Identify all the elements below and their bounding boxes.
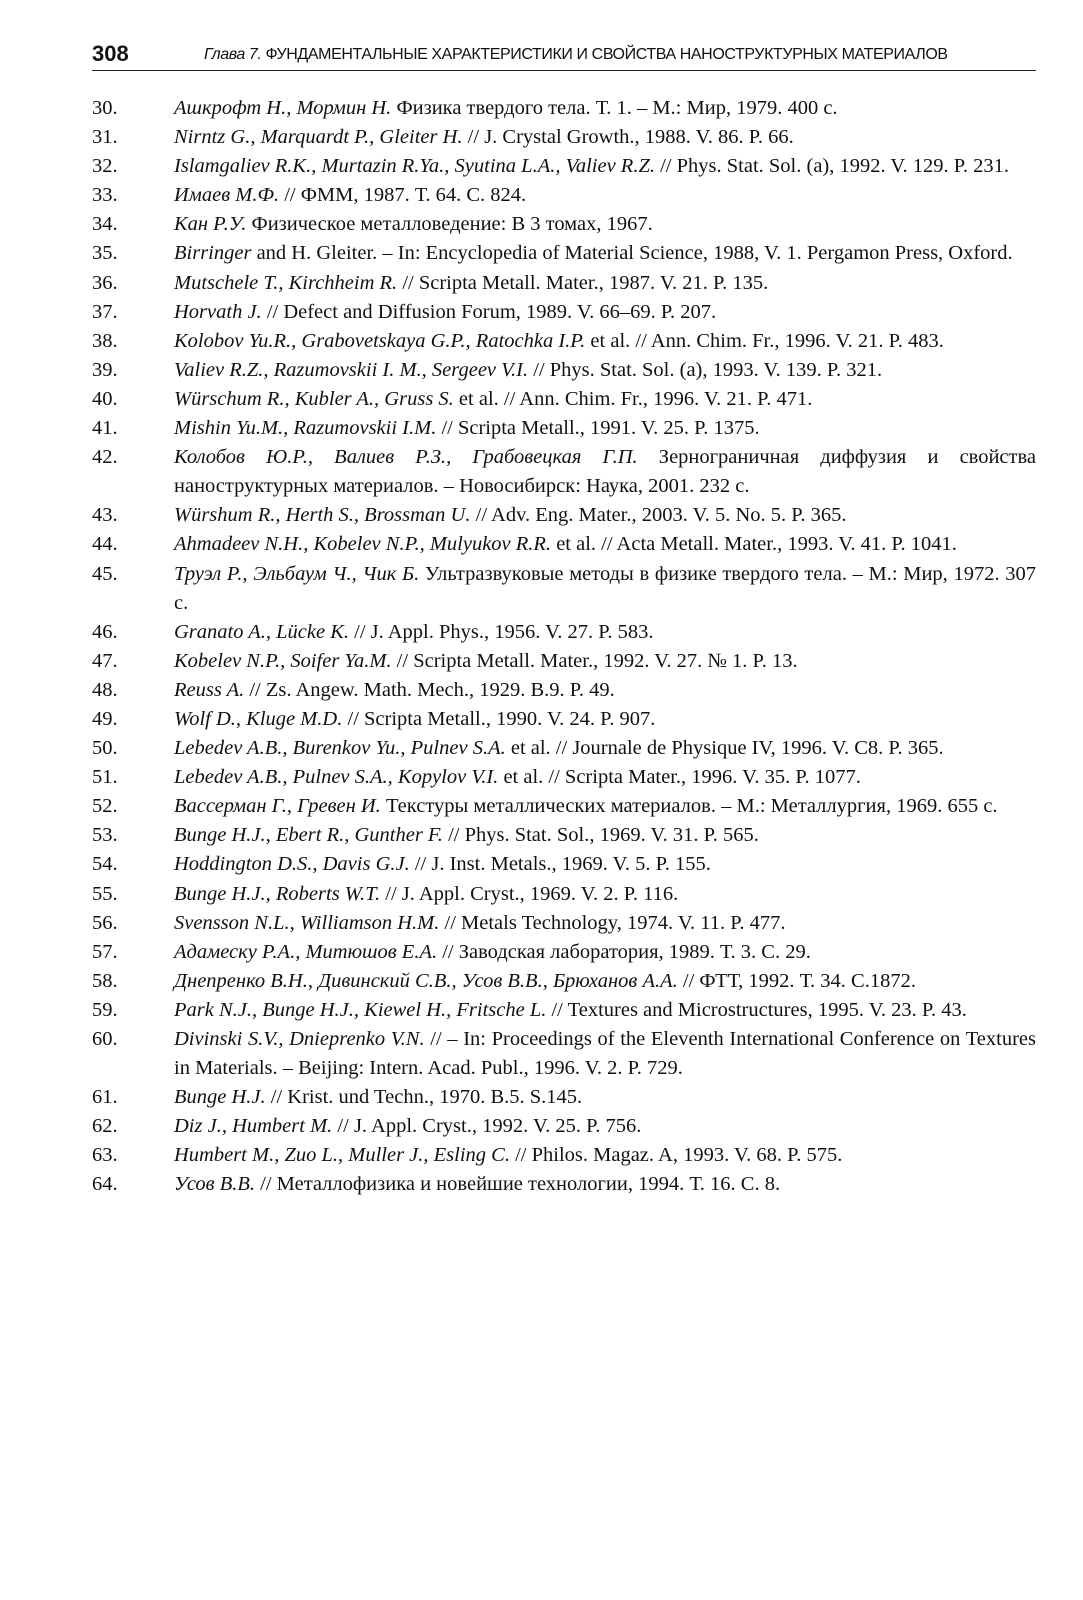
reference-text: // Krist. und Techn., 1970. B.5. S.145. [265, 1086, 583, 1109]
reference-text: // Металлофизика и новейшие технологии, 1994. Т. 16. С. 8. [255, 1173, 781, 1196]
reference-authors: Park N.J., Bunge H.J., Kiewel H., Fritsche L. [174, 998, 547, 1021]
reference-number: 54. [92, 853, 118, 876]
reference-text: // Adv. Eng. Mater., 2003. V. 5. No. 5. P. 365. [470, 504, 847, 527]
reference-authors: Svensson N.L., Williamson H.M. [174, 911, 440, 934]
reference-number: 56. [92, 911, 118, 934]
reference-item [92, 239, 1036, 268]
reference-text: et al. // Ann. Chim. Fr., 1996. V. 21. P. 483. [585, 329, 944, 352]
reference-item [92, 1083, 1036, 1112]
reference-item [92, 938, 1036, 967]
reference-text: // J. Crystal Growth., 1988. V. 86. P. 66. [462, 126, 794, 149]
reference-number: 47. [92, 649, 118, 672]
reference-authors: Humbert M., Zuo L., Muller J., Esling C. [174, 1144, 510, 1167]
reference-authors: Birringer [174, 242, 252, 265]
reference-item [92, 705, 1036, 734]
reference-item [92, 734, 1036, 763]
reference-text: // J. Appl. Cryst., 1992. V. 25. P. 756. [332, 1115, 642, 1138]
reference-item [92, 1112, 1036, 1141]
reference-item [92, 443, 1036, 501]
reference-text: // Metals Technology, 1974. V. 11. P. 477. [439, 911, 786, 934]
reference-text: // Phys. Stat. Sol. (a), 1993. V. 139. P. 321. [528, 358, 883, 381]
reference-authors: Днепренко В.Н., Дивинский С.В., Усов В.В., Брюханов А.А. [174, 969, 678, 992]
reference-authors: Horvath J. [174, 300, 262, 323]
reference-item [92, 298, 1036, 327]
reference-text: // Philos. Magaz. A, 1993. V. 68. P. 575. [509, 1144, 843, 1167]
reference-number: 63. [92, 1144, 118, 1167]
reference-item [92, 414, 1036, 443]
reference-authors: Granato A., Lücke K. [174, 620, 350, 643]
reference-authors: Труэл Р., Эльбаум Ч., Чик Б. [174, 562, 420, 585]
reference-authors: Bunge H.J. [174, 1086, 266, 1109]
reference-text: Физика твердого тела. Т. 1. – М.: Мир, 1979. 400 с. [391, 97, 838, 119]
reference-authors: Lebedev A.B., Burenkov Yu., Pulnev S.A. [174, 737, 506, 760]
reference-item [92, 1170, 1036, 1199]
page-number: 308 [92, 41, 129, 66]
reference-item [92, 385, 1036, 414]
reference-item [92, 618, 1036, 647]
reference-number: 45. [92, 562, 118, 585]
reference-authors: Имаев М.Ф. [174, 184, 280, 207]
reference-authors: Kolobov Yu.R., Grabovetskaya G.P., Ratochka I.P. [174, 329, 586, 352]
reference-number: 43. [92, 504, 118, 527]
reference-text: Текстуры металлических материалов. – М.: Металлургия, 1969. 655 с. [380, 795, 998, 818]
reference-text: // Phys. Stat. Sol. (a), 1992. V. 129. P. 231. [654, 155, 1010, 178]
reference-item [92, 181, 1036, 210]
reference-text: // J. Appl. Cryst., 1969. V. 2. P. 116. [380, 882, 679, 905]
reference-number: 36. [92, 271, 118, 294]
reference-number: 58. [92, 969, 118, 992]
reference-text: Зернограничная диффузия и свойства наноструктурных материалов. – Новосибирск: Наука, 2001. 232 с. [174, 446, 1036, 498]
reference-text: et al. // Journale de Physique IV, 1996. V. C8. P. 365. [505, 737, 944, 760]
reference-text: // Phys. Stat. Sol., 1969. V. 31. P. 565. [442, 824, 759, 847]
reference-authors: Bunge H.J., Ebert R., Gunther F. [174, 824, 443, 847]
reference-item [92, 996, 1036, 1025]
reference-item [92, 647, 1036, 676]
reference-text: // Defect and Diffusion Forum, 1989. V. 66–69. P. 207. [261, 300, 717, 323]
reference-authors: Würschum R., Kubler A., Gruss S. [174, 387, 454, 410]
reference-authors: Nirntz G., Marquardt P., Gleiter H. [174, 126, 463, 149]
reference-item [92, 967, 1036, 996]
reference-text: Ультразвуковые методы в физике твердого тела. – М.: Мир, 1972. 307 с. [174, 562, 1036, 614]
reference-authors: Bunge H.J., Roberts W.T. [174, 882, 381, 905]
reference-item [92, 792, 1036, 821]
reference-text: // Scripta Metall., 1990. V. 24. P. 907. [342, 707, 656, 730]
reference-authors: Вассерман Г., Гревен И. [174, 795, 381, 818]
reference-item [92, 530, 1036, 559]
reference-item [92, 763, 1036, 792]
reference-number: 41. [92, 417, 118, 440]
running-head [204, 43, 948, 67]
reference-number: 49. [92, 707, 118, 730]
reference-text: // Scripta Metall. Mater., 1992. V. 27. № 1. P. 13. [391, 649, 798, 672]
reference-authors: Diz J., Humbert M. [174, 1115, 333, 1138]
reference-authors: Адамеску Р.А., Митюшов Е.А. [174, 940, 438, 963]
reference-number: 34. [92, 213, 118, 236]
reference-text: // J. Inst. Metals., 1969. V. 5. P. 155. [409, 853, 711, 876]
reference-text: and H. Gleiter. – In: Encyclopedia of Material Science, 1988, V. 1. Pergamon Press, Oxford. [251, 242, 1013, 265]
reference-number: 51. [92, 766, 118, 789]
reference-authors: Kobelev N.P., Soifer Ya.M. [174, 649, 392, 672]
reference-number: 38. [92, 329, 118, 352]
reference-authors: Wolf D., Kluge M.D. [174, 707, 343, 730]
reference-item [92, 880, 1036, 909]
reference-number: 39. [92, 358, 118, 381]
reference-number: 48. [92, 678, 118, 701]
reference-text: // Scripta Metall., 1991. V. 25. P. 1375. [436, 417, 760, 440]
reference-item [92, 269, 1036, 298]
reference-item [92, 152, 1036, 181]
reference-authors: Hoddington D.S., Davis G.J. [174, 853, 410, 876]
reference-authors: Колобов Ю.Р., Валиев Р.З., Грабовецкая Г.П. [174, 446, 638, 469]
reference-authors: Кан Р.У. [174, 213, 247, 236]
reference-text: // – In: Proceedings of the Eleventh International Conference on Textures in Materials. – Beijing: Intern. Acad. Publ., 1996. V. 2. P. 729. [174, 1028, 1037, 1080]
page-header [92, 40, 1036, 71]
reference-text: et al. // Acta Metall. Mater., 1993. V. 41. P. 1041. [551, 533, 957, 556]
reference-text: // Scripta Metall. Mater., 1987. V. 21. P. 135. [397, 271, 769, 294]
reference-authors: Mutschele T., Kirchheim R. [174, 271, 398, 294]
reference-authors: Lebedev A.B., Pulnev S.A., Kopylov V.I. [174, 766, 499, 789]
reference-item [92, 210, 1036, 239]
reference-number: 52. [92, 795, 118, 818]
reference-item [92, 1025, 1036, 1083]
reference-authors: Reuss A. [174, 678, 245, 701]
reference-authors: Islamgaliev R.K., Murtazin R.Ya., Syutina L.A., Valiev R.Z. [174, 155, 655, 178]
reference-number: 46. [92, 620, 118, 643]
reference-number: 62. [92, 1115, 118, 1138]
reference-item [92, 560, 1036, 618]
reference-text: et al. // Scripta Mater., 1996. V. 35. P. 1077. [498, 766, 861, 789]
reference-authors: Divinski S.V., Dnieprenko V.N. [174, 1028, 425, 1050]
reference-number: 44. [92, 533, 118, 556]
reference-authors: Усов В.В. [174, 1173, 255, 1196]
reference-list [92, 94, 1036, 1200]
reference-number: 31. [92, 126, 118, 149]
reference-text: Физическое металловедение: В 3 томах, 1967. [246, 213, 653, 236]
reference-number: 53. [92, 824, 118, 847]
reference-authors: Ашкрофт Н., Мормин Н. [174, 97, 392, 119]
reference-number: 33. [92, 184, 118, 207]
reference-item [92, 821, 1036, 850]
chapter-label: Глава 7. [204, 46, 262, 63]
reference-number: 37. [92, 300, 118, 323]
reference-text: // Заводская лаборатория, 1989. Т. 3. С. 29. [437, 940, 811, 963]
reference-item [92, 94, 1036, 123]
reference-number: 60. [92, 1028, 118, 1050]
reference-number: 40. [92, 387, 118, 410]
reference-number: 61. [92, 1086, 118, 1109]
reference-number: 50. [92, 737, 118, 760]
reference-text: // J. Appl. Phys., 1956. V. 27. P. 583. [349, 620, 654, 643]
reference-authors: Valiev R.Z., Razumovskii I. M., Sergeev V.I. [174, 358, 529, 381]
reference-item [92, 123, 1036, 152]
reference-number: 57. [92, 940, 118, 963]
reference-item [92, 1141, 1036, 1170]
reference-number: 32. [92, 155, 118, 178]
reference-number: 59. [92, 998, 118, 1021]
reference-text: et al. // Ann. Chim. Fr., 1996. V. 21. P. 471. [453, 387, 813, 410]
reference-number: 55. [92, 882, 118, 905]
reference-number: 30. [92, 97, 118, 119]
reference-text: // ФТТ, 1992. Т. 34. С.1872. [677, 969, 916, 992]
reference-item [92, 909, 1036, 938]
reference-text: // ФММ, 1987. Т. 64. С. 824. [279, 184, 527, 207]
reference-authors: Ahmadeev N.H., Kobelev N.P., Mulyukov R.R. [174, 533, 552, 556]
reference-item [92, 327, 1036, 356]
reference-number: 42. [92, 446, 118, 469]
reference-item [92, 501, 1036, 530]
reference-item [92, 676, 1036, 705]
reference-item [92, 850, 1036, 879]
reference-number: 35. [92, 242, 118, 265]
reference-text: // Zs. Angew. Math. Mech., 1929. B.9. P. 49. [244, 678, 615, 701]
reference-number: 64. [92, 1173, 118, 1196]
reference-authors: Mishin Yu.M., Razumovskii I.M. [174, 417, 437, 440]
reference-item [92, 356, 1036, 385]
reference-text: // Textures and Microstructures, 1995. V. 23. P. 43. [546, 998, 967, 1021]
chapter-title: ФУНДАМЕНТАЛЬНЫЕ ХАРАКТЕРИСТИКИ И СВОЙСТВА НАНОСТРУКТУРНЫХ МАТЕРИАЛОВ [265, 46, 948, 63]
reference-authors: Würshum R., Herth S., Brossman U. [174, 504, 471, 527]
